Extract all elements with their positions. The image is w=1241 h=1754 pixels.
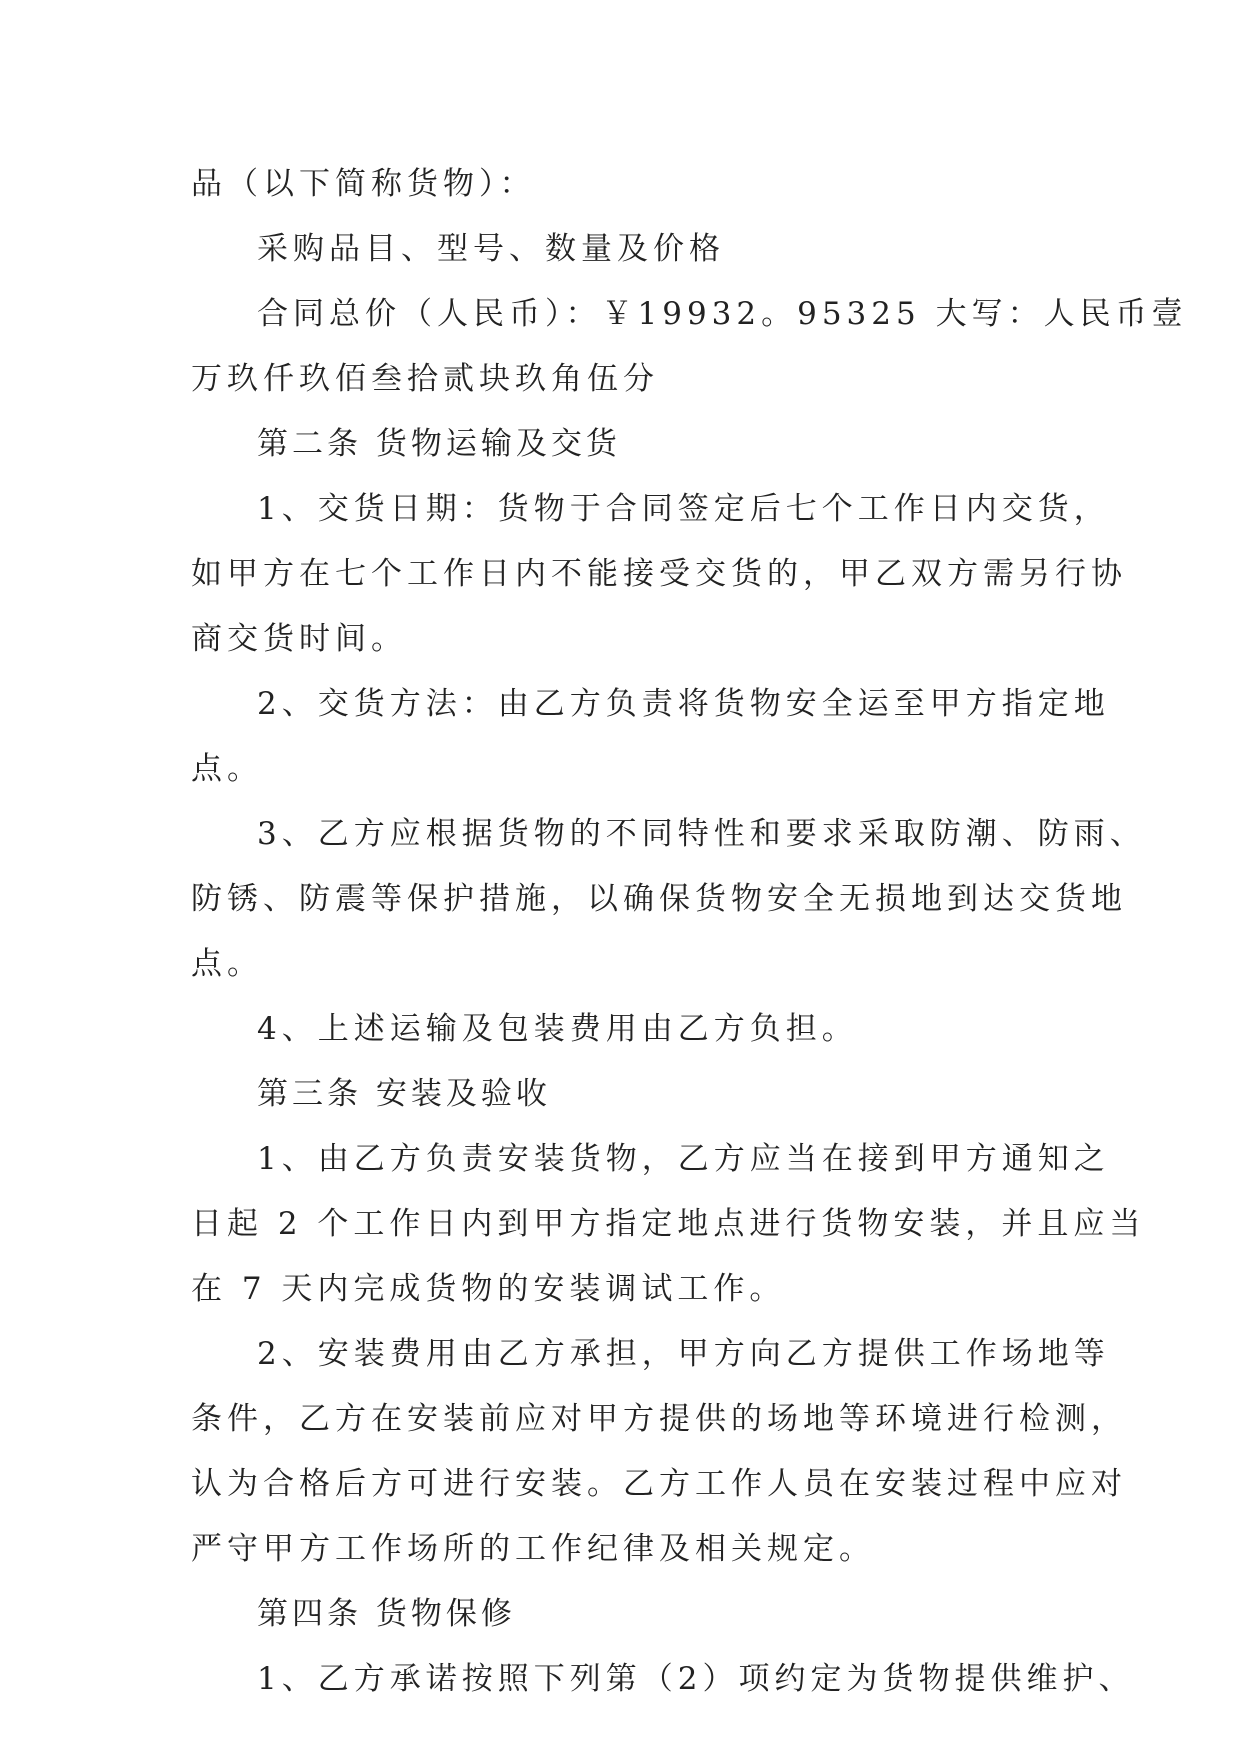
text-line: 1、乙方承诺按照下列第（2）项约定为货物提供维护、 — [257, 1661, 1135, 1697]
text-line: 万玖仟玖佰叁拾贰块玖角伍分 — [191, 361, 659, 397]
text-line: 合同总价（人民币）：￥19932。95325 大写：人民币壹 — [257, 296, 1188, 332]
text-line: 日起 2 个工作日内到甲方指定地点进行货物安装，并且应当 — [191, 1206, 1146, 1242]
text-line: 1、由乙方负责安装货物，乙方应当在接到甲方通知之 — [257, 1141, 1110, 1177]
text-line: 如甲方在七个工作日内不能接受交货的，甲乙双方需另行协 — [191, 556, 1127, 592]
text-line: 采购品目、型号、数量及价格 — [257, 231, 725, 267]
text-line: 2、交货方法：由乙方负责将货物安全运至甲方指定地 — [257, 686, 1110, 722]
article-heading: 第四条 货物保修 — [257, 1596, 516, 1632]
text-line: 点。 — [191, 751, 263, 787]
text-line: 认为合格后方可进行安装。乙方工作人员在安装过程中应对 — [191, 1466, 1127, 1502]
text-line: 2、安装费用由乙方承担，甲方向乙方提供工作场地等 — [257, 1336, 1110, 1372]
article-heading: 第二条 货物运输及交货 — [257, 426, 621, 462]
text-line: 品（以下简称货物）： — [191, 166, 536, 202]
text-line: 1、交货日期：货物于合同签定后七个工作日内交货， — [257, 491, 1110, 527]
text-line: 商交货时间。 — [191, 621, 407, 657]
text-line: 点。 — [191, 946, 263, 982]
text-line: 条件，乙方在安装前应对甲方提供的场地等环境进行检测， — [191, 1401, 1127, 1437]
document-body — [191, 160, 1188, 1720]
article-heading: 第三条 安装及验收 — [257, 1076, 551, 1112]
text-line: 防锈、防震等保护措施，以确保货物安全无损地到达交货地 — [191, 881, 1127, 917]
text-line: 严守甲方工作场所的工作纪律及相关规定。 — [191, 1531, 875, 1567]
text-line: 3、乙方应根据货物的不同特性和要求采取防潮、防雨、 — [257, 816, 1146, 852]
text-line: 4、上述运输及包装费用由乙方负担。 — [257, 1011, 858, 1047]
text-line: 在 7 天内完成货物的安装调试工作。 — [191, 1271, 786, 1307]
